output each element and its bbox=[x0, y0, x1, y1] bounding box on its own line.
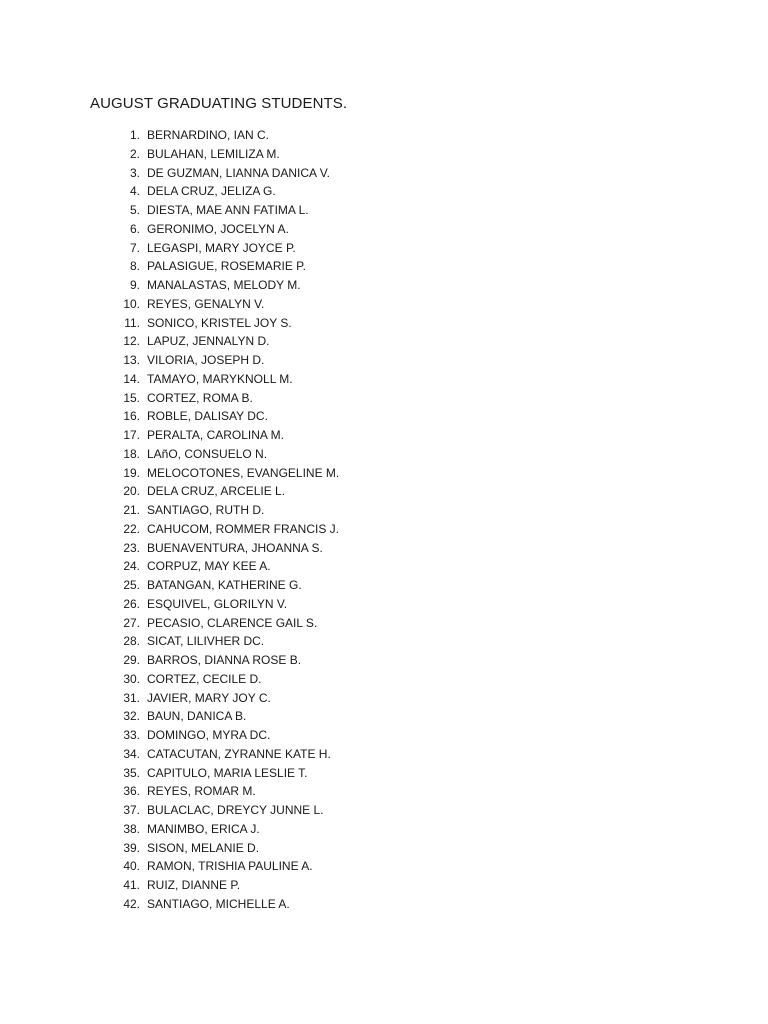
student-name: CATACUTAN, ZYRANNE KATE H. bbox=[147, 746, 331, 761]
list-item-number: 39. bbox=[123, 840, 140, 855]
student-name: PALASIGUE, ROSEMARIE P. bbox=[147, 259, 306, 274]
list-item-number: 37. bbox=[123, 803, 140, 817]
list-item-number: 30. bbox=[123, 671, 140, 686]
list-item-number: 40. bbox=[123, 859, 140, 874]
student-name: SANTIAGO, RUTH D. bbox=[147, 503, 265, 517]
student-name: ESQUIVEL, GLORILYN V. bbox=[147, 596, 288, 611]
list-item-number: 5. bbox=[129, 203, 140, 217]
list-item-number: 38. bbox=[123, 821, 140, 836]
list-item-number: 23. bbox=[123, 540, 140, 555]
list-item-number: 14. bbox=[123, 371, 140, 386]
list-item-number: 33. bbox=[123, 728, 140, 742]
student-name: PERALTA, CAROLINA M. bbox=[147, 428, 284, 442]
list-item-number: 21. bbox=[123, 503, 140, 517]
student-name: REYES, ROMAR M. bbox=[147, 784, 256, 799]
list-item-number: 27. bbox=[123, 615, 140, 630]
student-name: JAVIER, MARY JOY C. bbox=[147, 690, 271, 705]
student-name: SICAT, LILIVHER DC. bbox=[147, 634, 265, 649]
student-name: VILORIA, JOSEPH D. bbox=[147, 353, 265, 367]
student-name: TAMAYO, MARYKNOLL M. bbox=[147, 371, 293, 386]
student-name: BULAHAN, LEMILIZA M. bbox=[147, 146, 280, 161]
list-item-number: 24. bbox=[123, 559, 140, 574]
student-name: ROBLE, DALISAY DC. bbox=[147, 409, 268, 424]
list-item-number: 12. bbox=[123, 334, 140, 349]
student-name: BUENAVENTURA, JHOANNA S. bbox=[147, 540, 323, 555]
list-item-number: 35. bbox=[123, 765, 140, 780]
student-name: CORTEZ, ROMA B. bbox=[147, 390, 253, 405]
list-item-number: 9. bbox=[129, 278, 140, 292]
list-item-number: 31. bbox=[123, 690, 140, 705]
list-item-number: 2. bbox=[129, 146, 140, 161]
list-item-number: 36. bbox=[123, 784, 140, 799]
list-item-number: 13. bbox=[123, 353, 140, 367]
list-item-number: 17. bbox=[123, 428, 140, 442]
list-item-number: 4. bbox=[129, 184, 140, 199]
list-item-number: 28. bbox=[123, 634, 140, 649]
student-name: RAMON, TRISHIA PAULINE A. bbox=[147, 859, 313, 874]
list-item-number: 29. bbox=[123, 653, 140, 667]
student-name: CORPUZ, MAY KEE A. bbox=[147, 559, 271, 574]
list-item-number: 26. bbox=[123, 596, 140, 611]
student-name: DOMINGO, MYRA DC. bbox=[147, 728, 271, 742]
student-name: CAPITULO, MARIA LESLIE T. bbox=[147, 765, 308, 780]
list-item-number: 34. bbox=[123, 746, 140, 761]
student-name: BERNARDINO, IAN C. bbox=[147, 128, 270, 142]
student-name: DE GUZMAN, LIANNA DANICA V. bbox=[147, 165, 330, 180]
list-item-number: 18. bbox=[123, 446, 140, 461]
student-name: MELOCOTONES, EVANGELINE M. bbox=[147, 465, 340, 480]
list-item-number: 19. bbox=[123, 465, 140, 480]
list-item-number: 3. bbox=[129, 165, 140, 180]
student-name: BULACLAC, DREYCY JUNNE L. bbox=[147, 803, 324, 817]
list-item-number: 1. bbox=[129, 128, 140, 142]
student-name: MANIMBO, ERICA J. bbox=[147, 821, 260, 836]
student-name: BATANGAN, KATHERINE G. bbox=[147, 578, 302, 592]
list-item-number: 32. bbox=[123, 709, 140, 724]
student-name: LAñO, CONSUELO N. bbox=[147, 446, 268, 461]
student-name: BARROS, DIANNA ROSE B. bbox=[147, 653, 302, 667]
student-name: CAHUCOM, ROMMER FRANCIS J. bbox=[147, 521, 339, 536]
list-item-number: 41. bbox=[123, 878, 140, 892]
list-item-number: 11. bbox=[124, 315, 140, 330]
student-name: REYES, GENALYN V. bbox=[147, 296, 265, 311]
list-item-number: 10. bbox=[123, 296, 140, 311]
student-name: SONICO, KRISTEL JOY S. bbox=[147, 315, 292, 330]
list-item-number: 16. bbox=[123, 409, 140, 424]
list-item-number: 20. bbox=[123, 484, 140, 499]
list-item-number: 7. bbox=[129, 240, 140, 255]
student-name: CORTEZ, CECILE D. bbox=[147, 671, 262, 686]
list-item-number: 42. bbox=[123, 896, 140, 911]
student-name: SISON, MELANIE D. bbox=[147, 840, 260, 855]
student-name: SANTIAGO, MICHELLE A. bbox=[147, 896, 290, 911]
list-item-number: 8. bbox=[129, 259, 140, 274]
student-name: PECASIO, CLARENCE GAIL S. bbox=[147, 615, 318, 630]
student-name: RUIZ, DIANNE P. bbox=[147, 878, 241, 892]
list-item-number: 6. bbox=[129, 221, 140, 236]
list-item-number: 25. bbox=[123, 578, 140, 592]
list-item-number: 15. bbox=[123, 390, 140, 405]
student-name: MANALASTAS, MELODY M. bbox=[147, 278, 301, 292]
student-name: LEGASPI, MARY JOYCE P. bbox=[147, 240, 296, 255]
student-name: DELA CRUZ, ARCELIE L. bbox=[147, 484, 286, 499]
student-name: LAPUZ, JENNALYN D. bbox=[147, 334, 270, 349]
student-name: GERONIMO, JOCELYN A. bbox=[147, 221, 289, 236]
document-title: AUGUST GRADUATING STUDENTS. bbox=[90, 95, 348, 112]
student-name: DELA CRUZ, JELIZA G. bbox=[147, 184, 276, 199]
list-item-number: 22. bbox=[123, 521, 140, 536]
student-name: DIESTA, MAE ANN FATIMA L. bbox=[147, 203, 309, 217]
student-name: BAUN, DANICA B. bbox=[147, 709, 247, 724]
